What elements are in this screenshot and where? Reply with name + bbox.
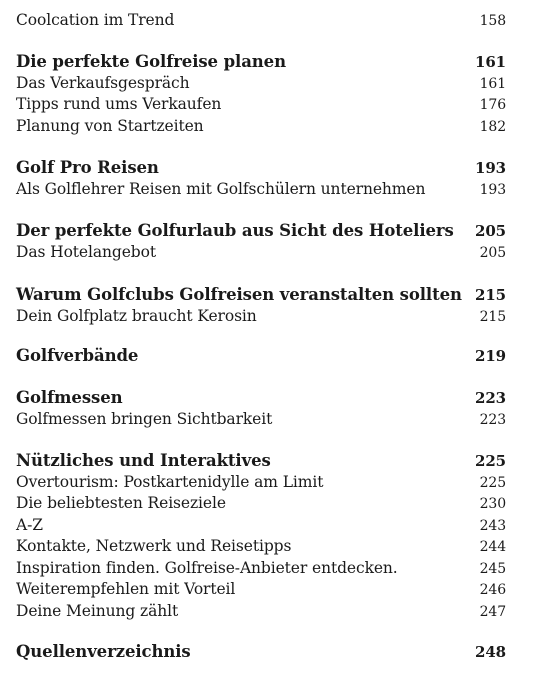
toc-heading-title: Quellenverzeichnis bbox=[16, 642, 191, 661]
toc-entry-row[interactable] bbox=[16, 242, 506, 264]
toc-heading-row[interactable] bbox=[16, 450, 506, 472]
toc-entry-page: 161 bbox=[479, 75, 506, 92]
toc-heading-row[interactable] bbox=[16, 220, 506, 242]
toc-entry-page: 176 bbox=[479, 97, 506, 113]
toc-heading-row[interactable] bbox=[16, 284, 506, 306]
toc-section bbox=[16, 641, 506, 663]
toc-entry-title: Das Hotelangebot bbox=[16, 242, 156, 261]
toc-heading-title: Der perfekte Golfurlaub aus Sicht des Hoteliers bbox=[16, 221, 454, 240]
toc-entry-page: 223 bbox=[479, 411, 506, 428]
toc-heading-title: Golfmessen bbox=[16, 388, 123, 407]
toc-entry-row[interactable] bbox=[16, 179, 506, 201]
toc-entry-page: 215 bbox=[479, 308, 506, 325]
toc-heading-page: 161 bbox=[474, 53, 506, 71]
toc-entry-row[interactable] bbox=[16, 601, 506, 623]
toc-heading-row[interactable] bbox=[16, 345, 506, 367]
toc-section bbox=[16, 284, 506, 327]
toc-heading-page: 215 bbox=[474, 286, 506, 304]
toc-entry-page: 205 bbox=[479, 244, 506, 261]
toc-entry-page: 230 bbox=[479, 496, 506, 512]
toc-heading-page: 205 bbox=[474, 222, 506, 240]
toc-section bbox=[16, 345, 506, 367]
toc-entry-row[interactable] bbox=[16, 116, 506, 138]
toc-entry-page: 182 bbox=[479, 118, 506, 135]
toc-heading-title: Golfverbände bbox=[16, 346, 139, 365]
toc-heading-title: Die perfekte Golfreise planen bbox=[16, 52, 286, 71]
toc-heading-page: 193 bbox=[474, 159, 506, 177]
toc-heading-row[interactable] bbox=[16, 51, 506, 73]
toc-heading-page: 219 bbox=[474, 347, 506, 365]
toc-entry-page: 245 bbox=[479, 560, 506, 577]
toc-entry-title: Weiterempfehlen mit Vorteil bbox=[16, 580, 236, 598]
toc-section bbox=[16, 450, 506, 622]
toc-entry-page: 193 bbox=[479, 181, 506, 198]
toc-heading-page: 248 bbox=[474, 643, 506, 661]
toc-heading-title: Warum Golfclubs Golfreisen veranstalten sollten bbox=[16, 285, 462, 304]
toc-entry-title: Overtourism: Postkartenidylle am Limit bbox=[16, 472, 324, 491]
toc-entry-title: Planung von Startzeiten bbox=[16, 116, 204, 135]
toc-heading-title: Golf Pro Reisen bbox=[16, 158, 159, 177]
toc-entry-row[interactable] bbox=[16, 493, 506, 515]
toc-entry-title: Als Golflehrer Reisen mit Golfschülern unternehmen bbox=[16, 179, 426, 198]
toc-entry-row[interactable] bbox=[16, 558, 506, 580]
toc-entry-title: Dein Golfplatz braucht Kerosin bbox=[16, 306, 257, 325]
toc-heading-row[interactable] bbox=[16, 387, 506, 409]
toc-heading-page: 225 bbox=[474, 452, 506, 470]
toc-entry-title: Deine Meinung zählt bbox=[16, 601, 179, 620]
toc-entry-page: 244 bbox=[479, 539, 506, 555]
toc-entry-title: Coolcation im Trend bbox=[16, 11, 175, 29]
toc-entry-row[interactable] bbox=[16, 515, 506, 537]
toc-entry-page: 246 bbox=[479, 582, 506, 598]
toc-entry-row[interactable] bbox=[16, 536, 506, 558]
toc-entry-title: Inspiration finden. Golfreise-Anbieter entdecken. bbox=[16, 558, 398, 577]
toc-section bbox=[16, 387, 506, 430]
toc-section bbox=[16, 10, 506, 32]
toc-entry-page: 158 bbox=[479, 13, 506, 29]
toc-heading-row[interactable] bbox=[16, 641, 506, 663]
toc-entry-row[interactable] bbox=[16, 73, 506, 95]
toc-entry-title: Tipps rund ums Verkaufen bbox=[16, 95, 222, 113]
toc-entry-title: Die beliebtesten Reiseziele bbox=[16, 494, 226, 512]
toc-entry-title: Golfmessen bringen Sichtbarkeit bbox=[16, 409, 273, 428]
toc-entry-page: 247 bbox=[479, 603, 506, 620]
toc-section bbox=[16, 157, 506, 200]
toc-heading-row[interactable] bbox=[16, 157, 506, 179]
toc-entry-title: A-Z bbox=[16, 515, 43, 534]
toc-entry-row[interactable] bbox=[16, 579, 506, 601]
toc-heading-title: Nützliches und Interaktives bbox=[16, 451, 271, 470]
toc-entry-row[interactable] bbox=[16, 306, 506, 328]
toc-section bbox=[16, 51, 506, 137]
toc-section bbox=[16, 220, 506, 263]
toc-entry-row[interactable] bbox=[16, 94, 506, 116]
toc-entry-page: 225 bbox=[479, 474, 506, 491]
toc-entry-row[interactable] bbox=[16, 10, 506, 32]
toc-entry-row[interactable] bbox=[16, 409, 506, 431]
toc-entry-title: Kontakte, Netzwerk und Reisetipps bbox=[16, 537, 292, 555]
toc-heading-page: 223 bbox=[474, 389, 506, 407]
toc-entry-title: Das Verkaufsgespräch bbox=[16, 73, 190, 92]
toc-entry-row[interactable] bbox=[16, 472, 506, 494]
toc-entry-page: 243 bbox=[479, 517, 506, 534]
